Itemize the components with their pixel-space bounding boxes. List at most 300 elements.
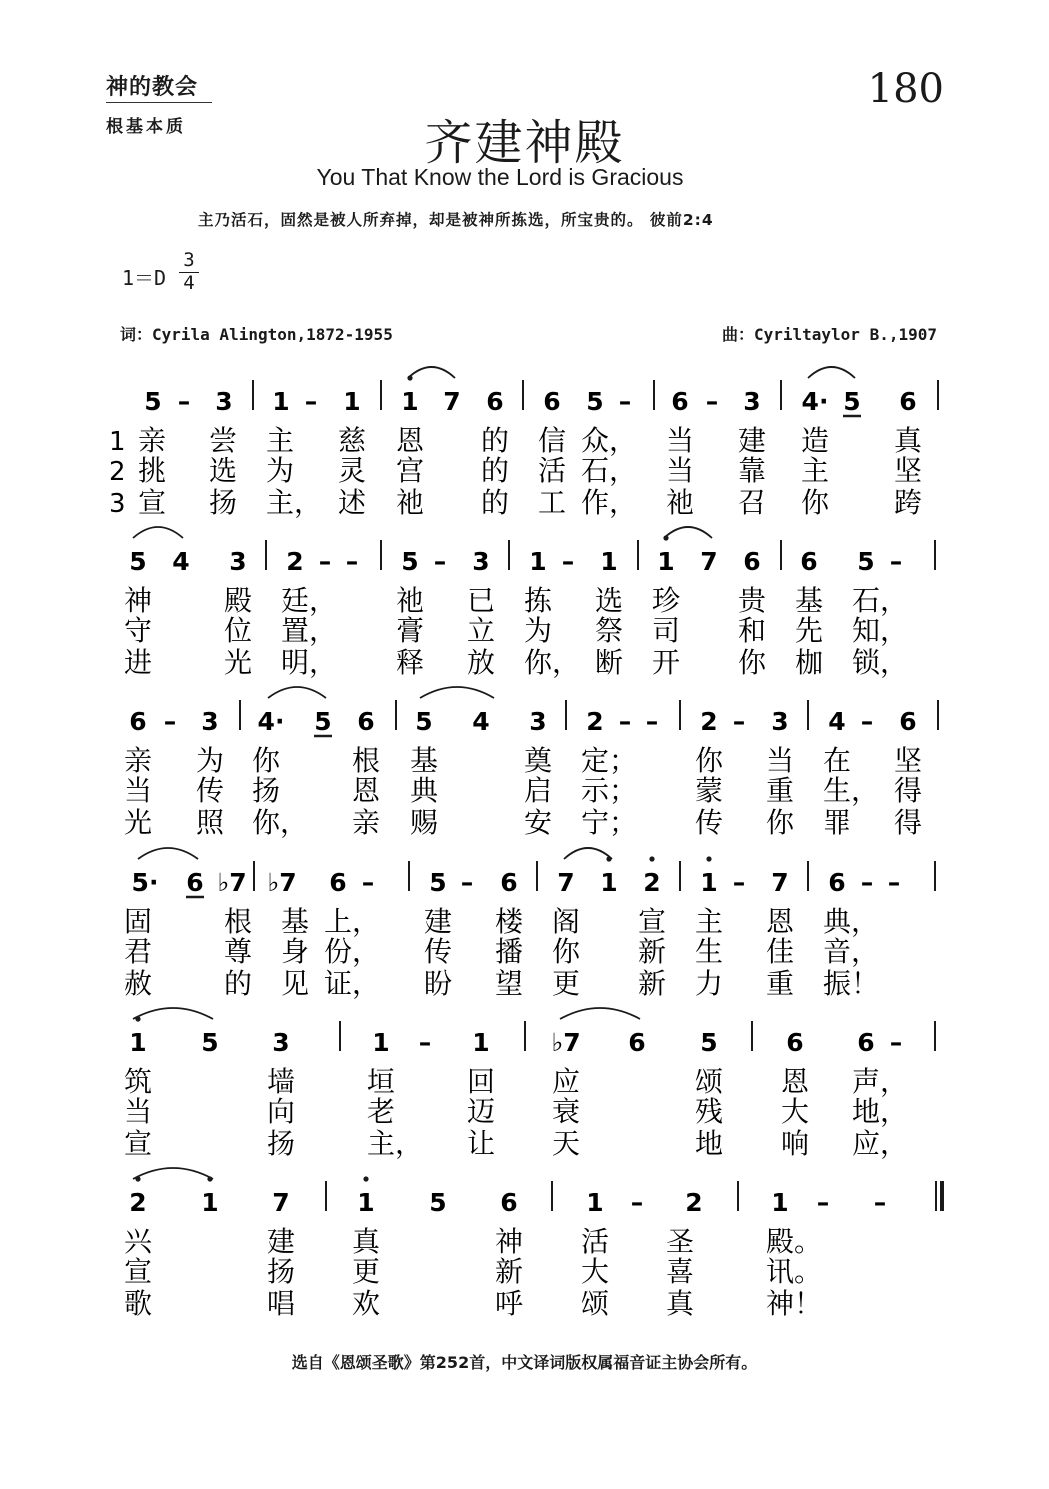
lyric-char: 信 [538, 424, 567, 457]
lyric-char: 主， [367, 1127, 424, 1160]
lyric-char: 佳 [766, 935, 795, 968]
note: 2 [129, 1188, 147, 1217]
lyric-char: 建 [738, 424, 767, 457]
lyric-char: 亲 [352, 806, 381, 839]
lyric-char: 根 [352, 744, 381, 777]
english-title: You That Know the Lord is Gracious [316, 164, 684, 190]
time-signature-top: 3 [179, 250, 199, 273]
note: 1 [529, 547, 547, 576]
lyric-char: 呼 [495, 1287, 524, 1320]
note: 6 [786, 1028, 804, 1057]
lyric-char: 筑 [124, 1065, 153, 1098]
note: 5 [415, 707, 433, 736]
lyric-char: 生 [695, 935, 724, 968]
lyric-char: 根 [224, 905, 253, 938]
lyric-char: 喜 [666, 1255, 695, 1288]
lyric-char: 石， [852, 584, 909, 617]
lyric-char: 宣 [124, 1255, 153, 1288]
note: 6 [486, 387, 504, 416]
note: 6 [628, 1028, 646, 1057]
note: 7 [443, 387, 461, 416]
lyric-char: 光 [224, 646, 253, 679]
note: 3 [771, 707, 789, 736]
note: 1 [586, 1188, 604, 1217]
octave-dot [649, 856, 654, 861]
lyric-char: 蒙 [695, 774, 724, 807]
slur [560, 1008, 640, 1019]
note: 1 [600, 868, 618, 897]
note: 1 [472, 1028, 490, 1057]
lyric-char: 传 [424, 935, 453, 968]
lyric-char: 当 [124, 774, 153, 807]
note: – [618, 387, 632, 416]
note: – [304, 387, 318, 416]
note: – [860, 707, 874, 736]
lyric-char: 楼 [495, 905, 524, 938]
note: 2 [586, 707, 604, 736]
lyric-char: 和 [738, 614, 767, 647]
lyric-char: 司 [652, 614, 681, 647]
lyric-char: 固 [124, 905, 153, 938]
slur [408, 367, 455, 378]
slur [420, 687, 494, 698]
lyric-char: 恩 [781, 1065, 810, 1098]
note: 5 [843, 387, 861, 416]
note: 3 [472, 547, 490, 576]
lyric-char: 得 [894, 806, 923, 839]
slur [138, 848, 198, 859]
lyric-char: 你 [801, 486, 830, 519]
lyric-char: 的 [224, 967, 253, 1000]
lyric-char: 召 [738, 486, 767, 519]
note: 5 [129, 547, 147, 576]
lyric-char: 大 [581, 1255, 610, 1288]
lyric-char: 造 [801, 424, 830, 457]
note: – [705, 387, 719, 416]
lyric-char: 靠 [738, 454, 767, 487]
note: – [318, 547, 332, 576]
lyric-char: 基 [795, 584, 824, 617]
lyric-char: 向 [267, 1095, 296, 1128]
time-signature-bottom: 4 [183, 271, 195, 294]
note: 6 [800, 547, 818, 576]
lyric-char: 地， [852, 1095, 909, 1128]
lyric-char: 典 [410, 774, 439, 807]
key-signature: 1＝D [122, 266, 167, 290]
lyric-char: 歌 [124, 1287, 153, 1320]
lyric-char: 祂 [396, 486, 425, 519]
lyric-char: 亲 [124, 744, 153, 777]
note: – [816, 1188, 830, 1217]
lyric-char: 放 [467, 646, 496, 679]
lyric-char: 灵 [338, 454, 367, 487]
note: 5 [586, 387, 604, 416]
lyric-char: 工 [538, 486, 567, 519]
verse-number: 2 [109, 457, 126, 487]
lyric-char: 播 [495, 935, 524, 968]
lyric-char: 知， [852, 614, 909, 647]
lyric-char: 当 [766, 744, 795, 777]
lyric-char: 圣 [666, 1225, 695, 1258]
note: 6 [129, 707, 147, 736]
lyric-char: 大 [781, 1095, 810, 1128]
lyric-char: 墙 [267, 1065, 296, 1098]
note: – [889, 1028, 903, 1057]
lyric-char: 你， [524, 646, 581, 679]
lyric-char: 新 [495, 1255, 524, 1288]
lyric-char: 的 [481, 424, 510, 457]
lyric-char: 残 [695, 1095, 724, 1128]
lyric-char: 珍 [652, 584, 681, 617]
note: 4· [801, 387, 829, 416]
note: 1 [600, 547, 618, 576]
lyric-char: 证， [324, 967, 381, 1000]
lyric-char: 石， [581, 454, 638, 487]
note: – [889, 547, 903, 576]
note: 5· [131, 868, 159, 897]
note: – [418, 1028, 432, 1057]
lyric-char: 亲 [138, 424, 167, 457]
lyric-char: 真 [894, 424, 923, 457]
lyric-char: 得 [894, 774, 923, 807]
note: 1 [201, 1188, 219, 1217]
lyric-char: 安 [524, 806, 553, 839]
note: 4 [472, 707, 490, 736]
lyric-char: 你 [695, 744, 724, 777]
lyric-char: 位 [224, 614, 253, 647]
lyric-char: 神！ [766, 1287, 823, 1320]
note: 1 [129, 1028, 147, 1057]
note: 5 [429, 1188, 447, 1217]
note: 4· [257, 707, 285, 736]
hymn-number: 180 [867, 66, 944, 112]
lyric-char: 选 [595, 584, 624, 617]
lyric-char: 回 [467, 1065, 496, 1098]
note: 1 [357, 1188, 375, 1217]
lyric-char: 扬 [252, 774, 281, 807]
lyric-char: 廷， [281, 584, 338, 617]
note: 6 [186, 868, 204, 897]
note: 1 [343, 387, 361, 416]
note: – [163, 707, 177, 736]
lyric-char: 上， [324, 905, 381, 938]
lyric-char: 在 [823, 744, 852, 777]
lyric-char: 真 [352, 1225, 381, 1258]
note: 3 [272, 1028, 290, 1057]
note: – [618, 707, 632, 736]
note: 1 [657, 547, 675, 576]
lyric-char: 尝 [209, 424, 238, 457]
lyric-char: 置， [281, 614, 338, 647]
scripture-verse: 主乃活石，固然是被人所弃掉，却是被神所拣选，所宝贵的。 彼前2:4 [198, 211, 714, 229]
lyric-char: 望 [495, 967, 524, 1000]
note: ♭7 [551, 1028, 581, 1057]
note: 7 [700, 547, 718, 576]
category-label: 神的教会 [106, 74, 199, 100]
note: 6 [500, 868, 518, 897]
lyric-char: 主， [266, 486, 323, 519]
note: 2 [700, 707, 718, 736]
lyric-char: 拣 [524, 584, 553, 617]
note: – [630, 1188, 644, 1217]
lyricist-credit: 词：Cyrila Alington,1872-1955 [120, 325, 393, 344]
lyric-char: 为 [266, 454, 295, 487]
note: 7 [771, 868, 789, 897]
note: 6 [671, 387, 689, 416]
lyric-char: 重 [766, 774, 795, 807]
note: 1 [771, 1188, 789, 1217]
lyric-char: 基 [410, 744, 439, 777]
lyric-char: 神 [495, 1225, 524, 1258]
note: 6 [857, 1028, 875, 1057]
note: 7 [272, 1188, 290, 1217]
lyric-char: 神 [124, 584, 153, 617]
lyric-char: 述 [338, 486, 367, 519]
lyric-char: 释 [396, 646, 425, 679]
lyric-char: 作， [581, 486, 638, 519]
note: – [361, 868, 375, 897]
lyric-char: 主 [266, 424, 295, 457]
slur [564, 848, 612, 859]
note: 1 [401, 387, 419, 416]
note: 1 [272, 387, 290, 416]
lyric-char: 新 [638, 967, 667, 1000]
slur [133, 1168, 213, 1179]
lyric-char: 枷 [795, 646, 824, 679]
lyric-char: 老 [367, 1095, 396, 1128]
lyric-char: 基 [281, 905, 310, 938]
lyric-char: 宣 [138, 486, 167, 519]
lyric-char: 进 [124, 646, 153, 679]
lyric-char: 见 [281, 967, 310, 1000]
subcategory-label: 根基本质 [106, 117, 186, 137]
lyric-char: 宣 [124, 1127, 153, 1160]
lyric-char: 明， [281, 646, 338, 679]
note: – [561, 547, 575, 576]
lyric-char: 先 [795, 614, 824, 647]
note: ♭7 [217, 868, 247, 897]
note: 5 [857, 547, 875, 576]
note: – [732, 868, 746, 897]
lyric-char: 主 [801, 454, 830, 487]
lyric-char: 力 [695, 967, 724, 1000]
lyric-char: 唱 [267, 1287, 296, 1320]
note: 6 [357, 707, 375, 736]
lyric-char: 典， [823, 905, 880, 938]
note: – [433, 547, 447, 576]
lyric-char: 众， [581, 424, 638, 457]
lyric-char: 主 [695, 905, 724, 938]
lyric-char: 为 [196, 744, 225, 777]
note: 6 [543, 387, 561, 416]
lyric-char: 立 [467, 614, 496, 647]
note: ♭7 [267, 868, 297, 897]
lyric-char: 跨 [894, 486, 923, 519]
lyric-char: 你 [738, 646, 767, 679]
lyric-char: 你 [552, 935, 581, 968]
lyric-char: 扬 [267, 1255, 296, 1288]
lyric-char: 君 [124, 935, 153, 968]
slur [133, 1008, 213, 1019]
lyric-char: 扬 [267, 1127, 296, 1160]
note: 5 [401, 547, 419, 576]
lyric-char: 身 [281, 935, 310, 968]
lyric-char: 兴 [124, 1225, 153, 1258]
lyric-char: 更 [552, 967, 581, 1000]
lyric-char: 你 [252, 744, 281, 777]
lyric-char: 传 [695, 806, 724, 839]
slur [664, 527, 712, 538]
lyric-char: 建 [424, 905, 453, 938]
lyric-char: 音， [823, 935, 880, 968]
octave-dot [706, 856, 711, 861]
lyric-char: 定； [581, 744, 638, 777]
lyric-char: 建 [267, 1225, 296, 1258]
verse-number: 3 [109, 489, 126, 519]
lyric-char: 生， [823, 774, 880, 807]
lyric-char: 光 [124, 806, 153, 839]
copyright-footer: 选自《恩颂圣歌》第252首，中文译词版权属福音证主协会所有。 [291, 1353, 758, 1372]
composer-credit: 曲：Cyriltaylor B.,1907 [721, 325, 937, 344]
lyric-char: 衰 [552, 1095, 581, 1128]
note: 6 [899, 707, 917, 736]
note: 6 [500, 1188, 518, 1217]
note: 3 [529, 707, 547, 736]
note: 1 [372, 1028, 390, 1057]
lyric-char: 盼 [424, 967, 453, 1000]
lyric-char: 宫 [396, 454, 425, 487]
note: – [873, 1188, 887, 1217]
lyric-char: 示； [581, 774, 638, 807]
slur [808, 367, 855, 378]
note: 3 [229, 547, 247, 576]
note: – [732, 707, 746, 736]
lyric-char: 声， [852, 1065, 909, 1098]
lyric-char: 赦 [124, 967, 153, 1000]
lyric-char: 地 [695, 1127, 724, 1160]
note: 5 [429, 868, 447, 897]
note: – [460, 868, 474, 897]
lyric-char: 赐 [410, 806, 439, 839]
verse-number: 1 [109, 427, 126, 457]
note: 3 [201, 707, 219, 736]
lyric-char: 守 [124, 614, 153, 647]
lyric-char: 慈 [338, 424, 367, 457]
lyric-char: 欢 [352, 1287, 381, 1320]
lyric-char: 真 [666, 1287, 695, 1320]
note: 3 [215, 387, 233, 416]
note: 5 [201, 1028, 219, 1057]
lyric-char: 传 [196, 774, 225, 807]
note: 7 [557, 868, 575, 897]
lyric-char: 为 [524, 614, 553, 647]
lyric-char: 祂 [666, 486, 695, 519]
lyric-char: 殿。 [766, 1225, 823, 1258]
note: 1 [700, 868, 718, 897]
lyric-char: 当 [124, 1095, 153, 1128]
lyric-char: 启 [524, 774, 553, 807]
note: 6 [828, 868, 846, 897]
slur [268, 687, 326, 698]
note: 2 [286, 547, 304, 576]
note: – [345, 547, 359, 576]
note: – [887, 868, 901, 897]
lyric-char: 罪 [823, 806, 852, 839]
lyric-char: 宣 [638, 905, 667, 938]
lyric-char: 坚 [894, 454, 923, 487]
lyric-char: 选 [209, 454, 238, 487]
lyric-char: 应 [552, 1065, 581, 1098]
lyric-char: 活 [581, 1225, 610, 1258]
lyric-char: 你 [766, 806, 795, 839]
lyric-char: 照 [196, 806, 225, 839]
lyric-char: 的 [481, 486, 510, 519]
note: – [860, 868, 874, 897]
hymn-title: 齐建神殿 [424, 115, 625, 171]
note: 5 [144, 387, 162, 416]
lyric-char: 当 [666, 454, 695, 487]
lyric-char: 挑 [138, 454, 167, 487]
lyric-char: 份， [324, 935, 381, 968]
lyric-char: 开 [652, 646, 681, 679]
lyric-char: 重 [766, 967, 795, 1000]
lyric-char: 应， [852, 1127, 909, 1160]
lyric-char: 恩 [766, 905, 795, 938]
octave-dot [363, 1176, 368, 1181]
lyric-char: 断 [595, 646, 624, 679]
note: – [645, 707, 659, 736]
lyric-char: 阁 [552, 905, 581, 938]
lyric-char: 活 [538, 454, 567, 487]
lyric-char: 坚 [894, 744, 923, 777]
lyric-char: 颂 [695, 1065, 724, 1098]
lyric-char: 当 [666, 424, 695, 457]
lyric-char: 振！ [823, 967, 880, 1000]
lyric-char: 新 [638, 935, 667, 968]
lyric-char: 恩 [396, 424, 425, 457]
lyric-char: 贵 [738, 584, 767, 617]
lyric-char: 颂 [581, 1287, 610, 1320]
lyric-char: 膏 [396, 614, 425, 647]
lyric-char: 扬 [209, 486, 238, 519]
lyric-char: 让 [467, 1127, 496, 1160]
note: 2 [643, 868, 661, 897]
lyric-char: 你， [252, 806, 309, 839]
note: 4 [828, 707, 846, 736]
lyric-char: 恩 [352, 774, 381, 807]
lyric-char: 讯。 [766, 1255, 823, 1288]
lyric-char: 尊 [224, 935, 253, 968]
lyric-char: 迈 [467, 1095, 496, 1128]
note: 6 [743, 547, 761, 576]
lyric-char: 垣 [367, 1065, 396, 1098]
lyric-char: 奠 [524, 744, 553, 777]
lyric-char: 天 [552, 1127, 581, 1160]
note: 4 [172, 547, 190, 576]
lyric-char: 更 [352, 1255, 381, 1288]
lyric-char: 已 [467, 584, 496, 617]
note: 6 [329, 868, 347, 897]
lyric-char: 宁； [581, 806, 638, 839]
lyric-char: 祂 [396, 584, 425, 617]
lyric-char: 殿 [224, 584, 253, 617]
lyric-char: 的 [481, 454, 510, 487]
slur [133, 527, 183, 538]
lyric-char: 锁， [852, 646, 909, 679]
note: 3 [743, 387, 761, 416]
note: 5 [700, 1028, 718, 1057]
note: – [177, 387, 191, 416]
